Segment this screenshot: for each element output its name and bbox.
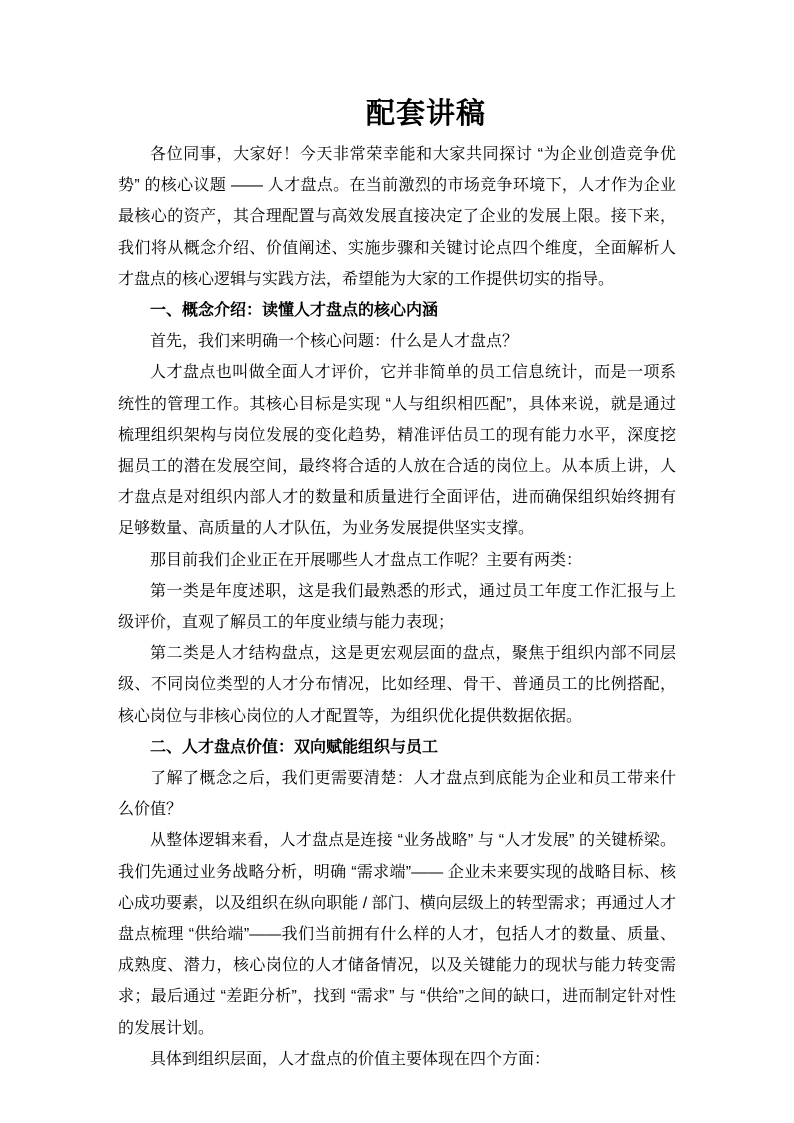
paragraph: 人才盘点也叫做全面人才评价，它并非简单的员工信息统计，而是一项系统性的管理工作。其核心目标是实现 “人与组织相匹配”，具体来说，就是通过梳理组织架构与岗位发展的变化趋势，精准评估员工的现有能力水平，深度挖掘员工的潜在发展空间，最终将合适的人放在合适的岗位上。从本质上讲，人才盘点是对组织内部人才的数量和质量进行全面评估，进而确保组织始终拥有足够数量、高质量的人才队伍，为业务发展提供坚实支撑。 [118, 364, 676, 538]
paragraph: 从整体逻辑来看，人才盘点是连接 “业务战略” 与 “人才发展” 的关键桥梁。我们先通过业务战略分析，明确 “需求端”—— 企业未来要实现的战略目标、核心成功要素，以及组织在纵向职能 / 部门、横向层级上的转型需求；再通过人才盘点梳理 “供给端”——我们当前拥有什么样的人才，包括人才的数量、质量、成熟度、潜力，核心岗位的人才储备情况，以及关键能力的现状与能力转变需求；最后通过 “差距分析”，找到 “需求” 与 “供给”之间的缺口，进而制定针对性的发展计划。 [118, 832, 676, 1037]
section-heading: 二、人才盘点价值：双向赋能组织与员工 [150, 738, 439, 756]
paragraph: 各位同事，大家好！今天非常荣幸能和大家共同探讨 “为企业创造竞争优势” 的核心议题 —— 人才盘点。在当前激烈的市场竞争环境下，人才作为企业最核心的资产，其合理配置与高效发展直接决定了企业的发展上限。接下来，我们将从概念介绍、价值阐述、实施步骤和关键讨论点四个维度，全面解析人才盘点的核心逻辑与实践方法，希望能为大家的工作提供切实的指导。 [118, 146, 676, 288]
section-heading: 一、概念介绍：读懂人才盘点的核心内涵 [150, 302, 439, 320]
document-title: 配套讲稿 [365, 98, 486, 130]
paragraph: 首先，我们来明确一个核心问题：什么是人才盘点？ [150, 333, 519, 351]
paragraph: 第一类是年度述职，这是我们最熟悉的形式，通过员工年度工作汇报与上级评价，直观了解员工的年度业绩与能力表现； [118, 582, 676, 632]
paragraph: 第二类是人才结构盘点，这是更宏观层面的盘点，聚焦于组织内部不同层级、不同岗位类型的人才分布情况，比如经理、骨干、普通员工的比例搭配，核心岗位与非核心岗位的人才配置等，为组织优化提供数据依据。 [118, 645, 676, 725]
paragraph: 具体到组织层面，人才盘点的价值主要体现在四个方面： [150, 1050, 551, 1068]
paragraph: 那目前我们企业正在开展哪些人才盘点工作呢？主要有两类： [150, 551, 583, 569]
paragraph: 了解了概念之后，我们更需要清楚：人才盘点到底能为企业和员工带来什么价值？ [118, 770, 676, 819]
document-body [118, 139, 676, 1075]
